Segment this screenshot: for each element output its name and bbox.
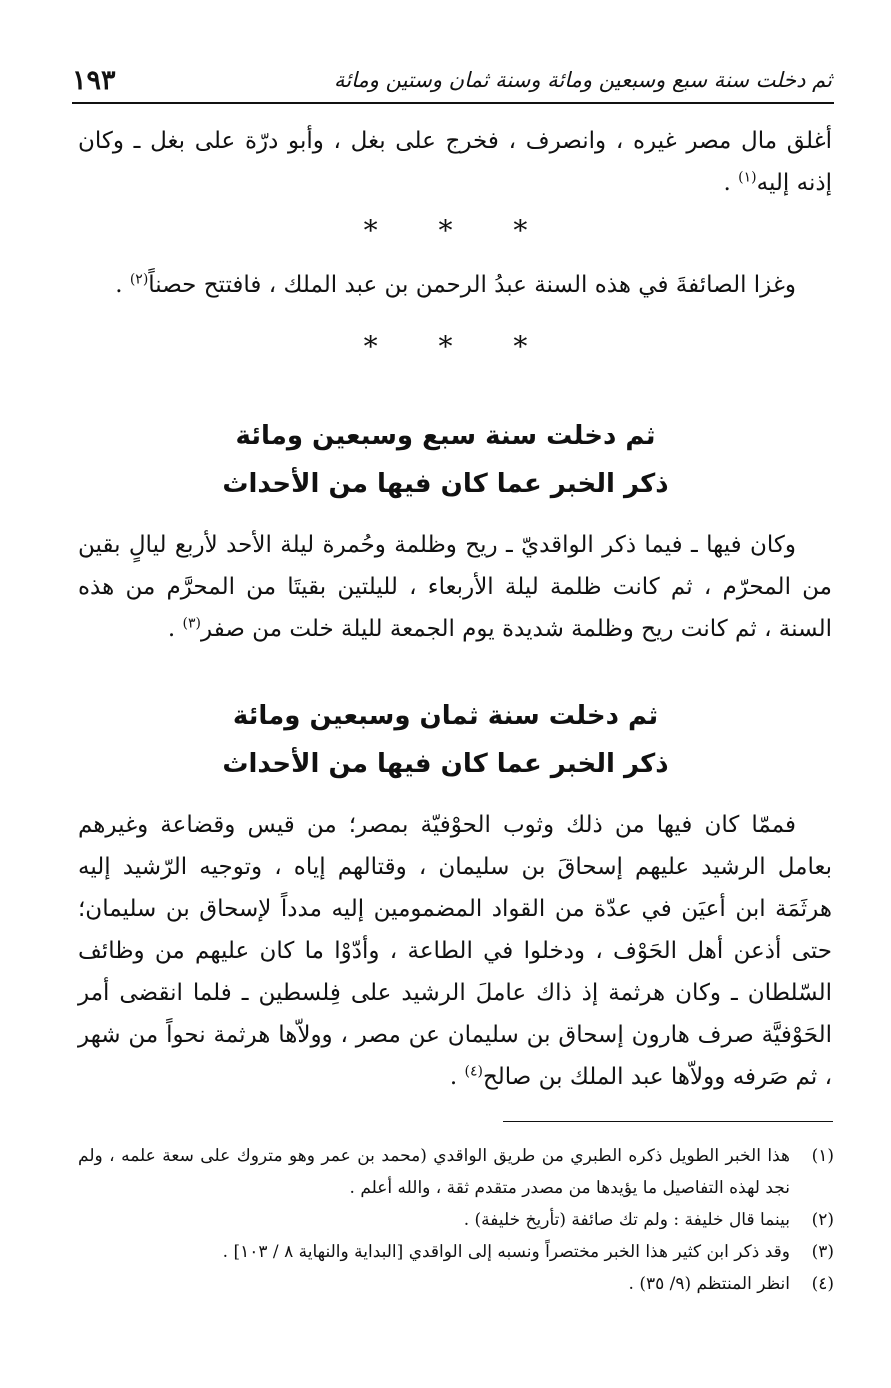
footnote-1 (78, 1140, 834, 1204)
page-number: ١٩٣ (72, 64, 116, 96)
year-178-subtitle: ذكر الخبر عما كان فيها من الأحداث (222, 749, 669, 779)
footnote-number: (١) (811, 1146, 834, 1166)
paragraph-text: وغزا الصائفةَ في هذه السنة عبدُ الرحمن بن عبد الملك ، فافتتح حصناً (148, 272, 796, 298)
footnote-ref-2[interactable]: (٢) (129, 271, 149, 288)
footnote-4 (78, 1268, 834, 1300)
continuation-paragraph (78, 120, 832, 204)
paragraph-text: أغلق مال مصر غيره ، وانصرف ، فخرج على بغل ، وأبو درّة على بغل ـ وكان إذنه إليه (78, 128, 832, 196)
footnote-text: بينما قال خليفة : ولم تك صائفة (تأريخ خليفة) . (463, 1210, 790, 1230)
paragraph-end: . (449, 1064, 465, 1090)
footnote-ref-1[interactable]: (١) (738, 169, 757, 186)
footnote-2 (78, 1204, 834, 1236)
paragraph-text: فممّا كان فيها من ذلك وثوب الحوْفيّة بمصر؛ من قيس وقضاعة وغيرهم بعامل الرشيد عليهم إسحاقَ بن سليمان ، وقتالهم إياه ، وتوجيه الرّشيد إليه هرثَمَة ابن أعيَن في عدّة من القواد المضمومين إليه مدداً لإسحاق بن سليمان؛ حتى أذعن أهل الحَوْف ، ودخلوا في الطاعة ، وأدّوْا ما كان عليهم من وظائف السّلطان ـ وكان هرثمة إذ ذاك عاملَ الرشيد على فِلسطين ـ فلما انقضى أمر الحَوْفيَّة صرف هارون إسحاق بن سليمان عن مصر ، وولاّها هرثمة نحواً من شهر ، ثم صَرفه وولاّها عبد الملك بن صالح (78, 812, 832, 1090)
header-rule (72, 102, 834, 104)
running-header (72, 62, 832, 98)
paragraph-end: . (115, 272, 130, 298)
year-177-paragraph (78, 524, 832, 650)
footnote-ref-3[interactable]: (٣) (182, 615, 202, 632)
footnote-ref-4[interactable]: (٤) (464, 1063, 483, 1080)
footnote-text: هذا الخبر الطويل ذكره الطبري من طريق الواقدي (محمد بن عمر وهو متروك على سعة علمه ، ولم نجد لهذه التفاصيل ما يؤيدها من مصدر متقدم ثقة ، والله أعلم . (78, 1146, 790, 1198)
paragraph-end: . (167, 616, 183, 642)
footnote-3 (78, 1236, 834, 1268)
year-177-title: ثم دخلت سنة سبع وسبعين ومائة (235, 421, 656, 451)
year-178-title: ثم دخلت سنة ثمان وسبعين ومائة (232, 701, 659, 731)
section-separator-2: * * * (363, 330, 554, 363)
footnote-separator (503, 1121, 833, 1122)
footnote-number: (٢) (811, 1210, 834, 1230)
footnote-text: وقد ذكر ابن كثير هذا الخبر مختصراً ونسبه إلى الواقدي [البداية والنهاية ٨ / ١٠٣] . (222, 1242, 790, 1262)
year-178-paragraph (78, 804, 832, 1098)
footnote-number: (٤) (811, 1274, 834, 1294)
paragraph-text: وكان فيها ـ فيما ذكر الواقديّ ـ ريح وظلمة وحُمرة ليلة الأحد لأربع ليالٍ بقين من المحرّم ، ثم كانت ظلمة ليلة الأربعاء ، لليلتين بقيتَا من المحرَّم من هذه السنة ، ثم كانت ريح وظلمة شديدة يوم الجمعة لليلة خلت من صفر (78, 532, 832, 642)
raid-paragraph (78, 264, 832, 306)
footnote-number: (٣) (811, 1242, 834, 1262)
section-separator-1: * * * (363, 214, 554, 247)
year-177-subtitle: ذكر الخبر عما كان فيها من الأحداث (222, 469, 669, 499)
footnotes (78, 1140, 834, 1300)
footnote-text: انظر المنتظم (٩/ ٣٥) . (628, 1274, 790, 1294)
running-title: ثم دخلت سنة سبع وسبعين ومائة وسنة ثمان وستين ومائة (334, 68, 832, 92)
paragraph-end: . (723, 170, 739, 196)
